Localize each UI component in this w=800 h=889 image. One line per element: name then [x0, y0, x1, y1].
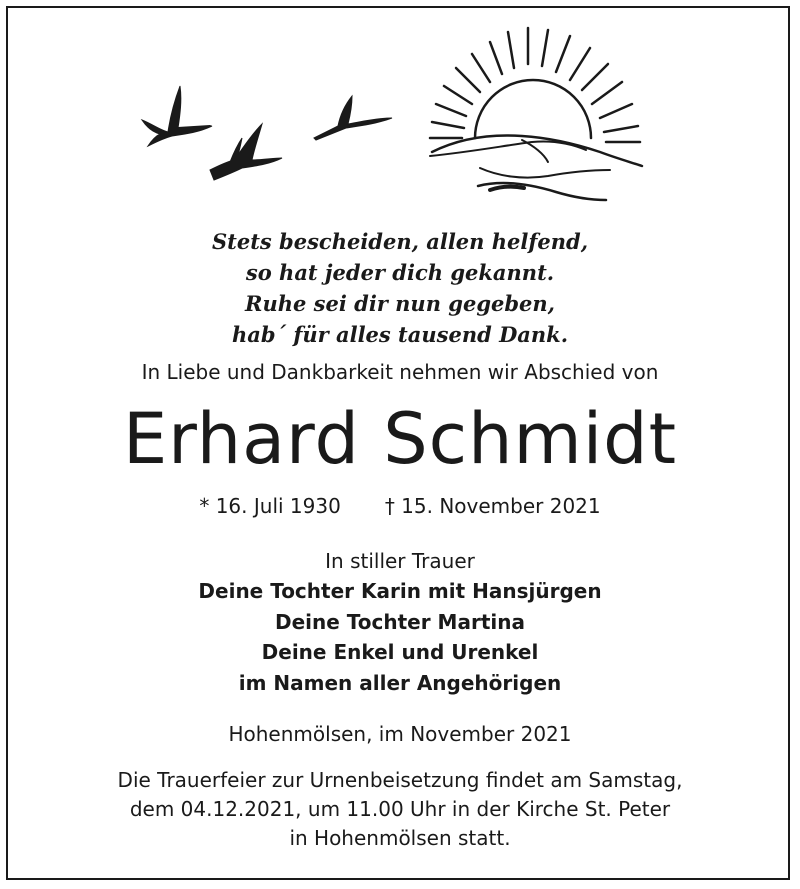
- funeral-line: Die Trauerfeier zur Urnenbeisetzung findet am Samstag,: [117, 768, 683, 792]
- funeral-line: in Hohenmölsen statt.: [289, 826, 511, 850]
- mourner-line: Deine Tochter Martina: [275, 609, 525, 634]
- poem-line: so hat jeder dich gekannt.: [245, 260, 555, 285]
- mourners-list: [0, 576, 800, 698]
- place-and-date: Hohenmölsen, im November 2021: [228, 722, 572, 746]
- poem-line: Stets bescheiden, allen helfend,: [211, 229, 589, 254]
- funeral-info: [0, 766, 800, 853]
- mourning-heading: In stiller Trauer: [325, 549, 475, 573]
- bird-icon: [314, 96, 392, 140]
- funeral-line: dem 04.12.2021, um 11.00 Uhr in der Kirche St. Peter: [129, 797, 671, 821]
- death-date: † 15. November 2021: [384, 494, 601, 518]
- poem-line: hab´ für alles tausend Dank.: [231, 322, 569, 347]
- bird-icon: [142, 86, 212, 146]
- mourner-line: im Namen aller Angehörigen: [238, 670, 562, 695]
- memorial-poem: [0, 226, 800, 350]
- mourner-line: Deine Tochter Karin mit Hansjürgen: [198, 579, 602, 603]
- farewell-intro: In Liebe und Dankbarkeit nehmen wir Abschied von: [141, 360, 659, 384]
- poem-line: Ruhe sei dir nun gegeben,: [245, 291, 555, 316]
- mourner-line: Deine Enkel und Urenkel: [261, 640, 539, 664]
- bird-icon: [210, 124, 282, 180]
- sunset-icon: [430, 28, 642, 200]
- illustration: [130, 20, 660, 215]
- deceased-name: Erhard Schmidt: [122, 398, 678, 480]
- birth-date: * 16. Juli 1930: [199, 494, 341, 518]
- life-dates: [0, 492, 800, 520]
